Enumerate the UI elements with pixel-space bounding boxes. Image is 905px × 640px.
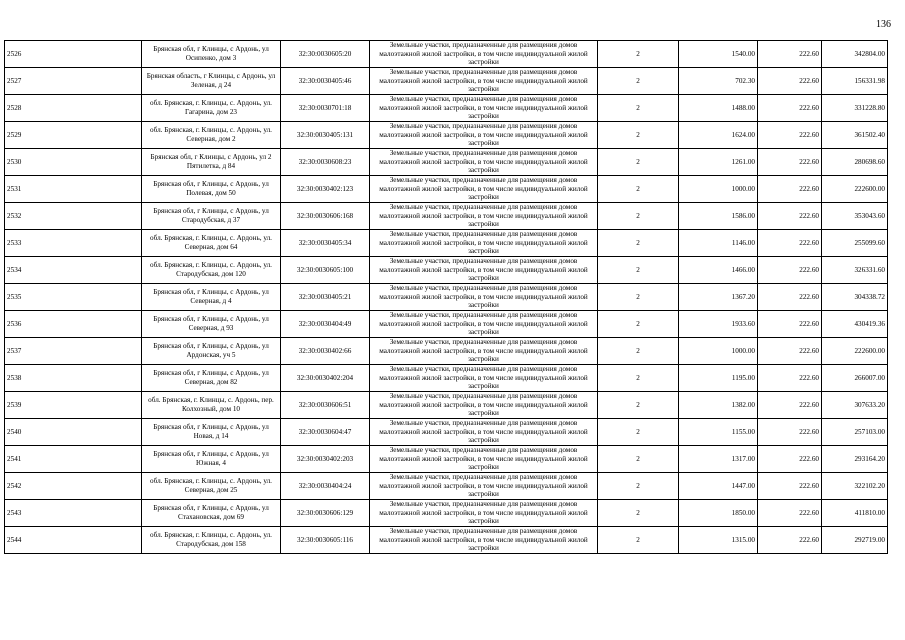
cadastral-value-cell: 222600.00 — [822, 176, 888, 203]
address-cell: Брянская обл, г Клинцы, с Ардонь, ул Стахановская, дом 69 — [142, 500, 281, 527]
cadastral-number-cell: 32:30:0030404:49 — [281, 311, 370, 338]
group-cell: 2 — [598, 338, 679, 365]
cadastral-number-cell: 32:30:0030605:100 — [281, 257, 370, 284]
cadastral-number-cell: 32:30:0030405:34 — [281, 230, 370, 257]
cadastral-value-cell: 331228.80 — [822, 95, 888, 122]
cadastral-value-cell: 307633.20 — [822, 392, 888, 419]
specific-value-cell: 222.60 — [758, 122, 822, 149]
cadastral-value-cell: 156331.98 — [822, 68, 888, 95]
table-row — [5, 338, 888, 365]
specific-value-cell: 222.60 — [758, 392, 822, 419]
address-cell: Брянская область, г Клинцы, с Ардонь, ул Зеленая, д 24 — [142, 68, 281, 95]
land-use-cell: Земельные участки, предназначенные для размещения домов малоэтажной жилой застройки, в том числе индивидуальной жилой застройки — [370, 419, 598, 446]
area-cell: 702.30 — [679, 68, 758, 95]
group-cell: 2 — [598, 203, 679, 230]
cadastral-number-cell: 32:30:0030405:21 — [281, 284, 370, 311]
group-cell: 2 — [598, 230, 679, 257]
land-use-cell: Земельные участки, предназначенные для размещения домов малоэтажной жилой застройки, в том числе индивидуальной жилой застройки — [370, 311, 598, 338]
group-cell: 2 — [598, 473, 679, 500]
group-cell: 2 — [598, 176, 679, 203]
area-cell: 1624.00 — [679, 122, 758, 149]
row-number-cell: 2528 — [5, 95, 142, 122]
group-cell: 2 — [598, 446, 679, 473]
address-cell: обл. Брянская, г. Клинцы, с. Ардонь, ул. Северная, дом 2 — [142, 122, 281, 149]
cadastral-value-cell: 361502.40 — [822, 122, 888, 149]
table-row — [5, 68, 888, 95]
group-cell: 2 — [598, 311, 679, 338]
cadastral-value-cell: 322102.20 — [822, 473, 888, 500]
specific-value-cell: 222.60 — [758, 365, 822, 392]
land-use-cell: Земельные участки, предназначенные для размещения домов малоэтажной жилой застройки, в том числе индивидуальной жилой застройки — [370, 68, 598, 95]
area-cell: 1367.20 — [679, 284, 758, 311]
specific-value-cell: 222.60 — [758, 338, 822, 365]
land-use-cell: Земельные участки, предназначенные для размещения домов малоэтажной жилой застройки, в том числе индивидуальной жилой застройки — [370, 527, 598, 554]
land-use-cell: Земельные участки, предназначенные для размещения домов малоэтажной жилой застройки, в том числе индивидуальной жилой застройки — [370, 203, 598, 230]
area-cell: 1000.00 — [679, 176, 758, 203]
group-cell: 2 — [598, 95, 679, 122]
group-cell: 2 — [598, 365, 679, 392]
area-cell: 1000.00 — [679, 338, 758, 365]
specific-value-cell: 222.60 — [758, 203, 822, 230]
land-registry-table — [4, 40, 888, 554]
specific-value-cell: 222.60 — [758, 257, 822, 284]
address-cell: Брянская обл, г Клинцы, с Ардонь, ул Северная, д 93 — [142, 311, 281, 338]
cadastral-number-cell: 32:30:0030605:20 — [281, 41, 370, 68]
cadastral-number-cell: 32:30:0030606:168 — [281, 203, 370, 230]
specific-value-cell: 222.60 — [758, 311, 822, 338]
table-row — [5, 419, 888, 446]
specific-value-cell: 222.60 — [758, 68, 822, 95]
row-number-cell: 2531 — [5, 176, 142, 203]
land-use-cell: Земельные участки, предназначенные для размещения домов малоэтажной жилой застройки, в том числе индивидуальной жилой застройки — [370, 257, 598, 284]
cadastral-value-cell: 280698.60 — [822, 149, 888, 176]
group-cell: 2 — [598, 392, 679, 419]
table-row — [5, 203, 888, 230]
table-row — [5, 95, 888, 122]
cadastral-value-cell: 430419.36 — [822, 311, 888, 338]
specific-value-cell: 222.60 — [758, 41, 822, 68]
land-use-cell: Земельные участки, предназначенные для размещения домов малоэтажной жилой застройки, в том числе индивидуальной жилой застройки — [370, 365, 598, 392]
table-row — [5, 500, 888, 527]
group-cell: 2 — [598, 284, 679, 311]
row-number-cell: 2537 — [5, 338, 142, 365]
row-number-cell: 2533 — [5, 230, 142, 257]
cadastral-number-cell: 32:30:0030605:116 — [281, 527, 370, 554]
table-row — [5, 257, 888, 284]
land-use-cell: Земельные участки, предназначенные для размещения домов малоэтажной жилой застройки, в том числе индивидуальной жилой застройки — [370, 41, 598, 68]
area-cell: 1933.60 — [679, 311, 758, 338]
group-cell: 2 — [598, 41, 679, 68]
land-use-cell: Земельные участки, предназначенные для размещения домов малоэтажной жилой застройки, в том числе индивидуальной жилой застройки — [370, 473, 598, 500]
row-number-cell: 2542 — [5, 473, 142, 500]
page-number: 136 — [876, 19, 891, 30]
table-row — [5, 473, 888, 500]
specific-value-cell: 222.60 — [758, 284, 822, 311]
land-use-cell: Земельные участки, предназначенные для размещения домов малоэтажной жилой застройки, в том числе индивидуальной жилой застройки — [370, 500, 598, 527]
cadastral-value-cell: 304338.72 — [822, 284, 888, 311]
address-cell: Брянская обл, г Клинцы, с Ардонь, ул Новая, д 14 — [142, 419, 281, 446]
area-cell: 1146.00 — [679, 230, 758, 257]
area-cell: 1488.00 — [679, 95, 758, 122]
table-row — [5, 392, 888, 419]
area-cell: 1317.00 — [679, 446, 758, 473]
row-number-cell: 2544 — [5, 527, 142, 554]
table-row — [5, 41, 888, 68]
address-cell: Брянская обл, г Клинцы, с Ардонь, ул Ардонская, уч 5 — [142, 338, 281, 365]
group-cell: 2 — [598, 500, 679, 527]
area-cell: 1466.00 — [679, 257, 758, 284]
specific-value-cell: 222.60 — [758, 500, 822, 527]
address-cell: Брянская обл, г Клинцы, с Ардонь, ул Осипенко, дом 3 — [142, 41, 281, 68]
cadastral-number-cell: 32:30:0030402:66 — [281, 338, 370, 365]
group-cell: 2 — [598, 257, 679, 284]
cadastral-value-cell: 411810.00 — [822, 500, 888, 527]
cadastral-number-cell: 32:30:0030405:46 — [281, 68, 370, 95]
land-use-cell: Земельные участки, предназначенные для размещения домов малоэтажной жилой застройки, в том числе индивидуальной жилой застройки — [370, 95, 598, 122]
area-cell: 1447.00 — [679, 473, 758, 500]
land-use-cell: Земельные участки, предназначенные для размещения домов малоэтажной жилой застройки, в том числе индивидуальной жилой застройки — [370, 176, 598, 203]
cadastral-value-cell: 255099.60 — [822, 230, 888, 257]
land-use-cell: Земельные участки, предназначенные для размещения домов малоэтажной жилой застройки, в том числе индивидуальной жилой застройки — [370, 230, 598, 257]
group-cell: 2 — [598, 419, 679, 446]
area-cell: 1540.00 — [679, 41, 758, 68]
row-number-cell: 2540 — [5, 419, 142, 446]
row-number-cell: 2536 — [5, 311, 142, 338]
table-row — [5, 365, 888, 392]
address-cell: Брянская обл, г Клинцы, с Ардонь, ул 2 Пятилетка, д 84 — [142, 149, 281, 176]
specific-value-cell: 222.60 — [758, 176, 822, 203]
cadastral-number-cell: 32:30:0030402:204 — [281, 365, 370, 392]
group-cell: 2 — [598, 68, 679, 95]
address-cell: Брянская обл, г Клинцы, с Ардонь, ул Южная, 4 — [142, 446, 281, 473]
specific-value-cell: 222.60 — [758, 230, 822, 257]
row-number-cell: 2527 — [5, 68, 142, 95]
address-cell: обл. Брянская, г. Клинцы, с. Ардонь, ул. Северная, дом 64 — [142, 230, 281, 257]
table-body — [5, 41, 888, 554]
cadastral-value-cell: 342804.00 — [822, 41, 888, 68]
cadastral-value-cell: 222600.00 — [822, 338, 888, 365]
land-use-cell: Земельные участки, предназначенные для размещения домов малоэтажной жилой застройки, в том числе индивидуальной жилой застройки — [370, 284, 598, 311]
area-cell: 1261.00 — [679, 149, 758, 176]
group-cell: 2 — [598, 149, 679, 176]
table-row — [5, 311, 888, 338]
table-row — [5, 176, 888, 203]
cadastral-number-cell: 32:30:0030606:129 — [281, 500, 370, 527]
address-cell: обл. Брянская, г. Клинцы, с. Ардонь, ул. Стародубская, дом 120 — [142, 257, 281, 284]
area-cell: 1850.00 — [679, 500, 758, 527]
cadastral-number-cell: 32:30:0030606:51 — [281, 392, 370, 419]
cadastral-number-cell: 32:30:0030402:203 — [281, 446, 370, 473]
row-number-cell: 2535 — [5, 284, 142, 311]
cadastral-value-cell: 257103.00 — [822, 419, 888, 446]
area-cell: 1382.00 — [679, 392, 758, 419]
specific-value-cell: 222.60 — [758, 473, 822, 500]
land-use-cell: Земельные участки, предназначенные для размещения домов малоэтажной жилой застройки, в том числе индивидуальной жилой застройки — [370, 392, 598, 419]
specific-value-cell: 222.60 — [758, 527, 822, 554]
address-cell: обл. Брянская, г. Клинцы, с. Ардонь, ул. Стародубская, дом 158 — [142, 527, 281, 554]
table-row — [5, 149, 888, 176]
area-cell: 1155.00 — [679, 419, 758, 446]
address-cell: Брянская обл, г Клинцы, с Ардонь, ул Полевая, дом 50 — [142, 176, 281, 203]
land-use-cell: Земельные участки, предназначенные для размещения домов малоэтажной жилой застройки, в том числе индивидуальной жилой застройки — [370, 122, 598, 149]
specific-value-cell: 222.60 — [758, 149, 822, 176]
area-cell: 1195.00 — [679, 365, 758, 392]
address-cell: обл. Брянская, г. Клинцы, с. Ардонь, пер. Колхозный, дом 10 — [142, 392, 281, 419]
cadastral-number-cell: 32:30:0030402:123 — [281, 176, 370, 203]
row-number-cell: 2538 — [5, 365, 142, 392]
specific-value-cell: 222.60 — [758, 446, 822, 473]
table-row — [5, 527, 888, 554]
table-row — [5, 446, 888, 473]
cadastral-value-cell: 353043.60 — [822, 203, 888, 230]
cadastral-number-cell: 32:30:0030604:47 — [281, 419, 370, 446]
group-cell: 2 — [598, 527, 679, 554]
specific-value-cell: 222.60 — [758, 95, 822, 122]
address-cell: обл. Брянская, г. Клинцы, с. Ардонь, ул. Гагарина, дом 23 — [142, 95, 281, 122]
group-cell: 2 — [598, 122, 679, 149]
land-use-cell: Земельные участки, предназначенные для размещения домов малоэтажной жилой застройки, в том числе индивидуальной жилой застройки — [370, 149, 598, 176]
land-use-cell: Земельные участки, предназначенные для размещения домов малоэтажной жилой застройки, в том числе индивидуальной жилой застройки — [370, 446, 598, 473]
cadastral-value-cell: 326331.60 — [822, 257, 888, 284]
area-cell: 1315.00 — [679, 527, 758, 554]
cadastral-value-cell: 292719.00 — [822, 527, 888, 554]
specific-value-cell: 222.60 — [758, 419, 822, 446]
row-number-cell: 2543 — [5, 500, 142, 527]
cadastral-number-cell: 32:30:0030405:131 — [281, 122, 370, 149]
address-cell: обл. Брянская, г. Клинцы, с. Ардонь, ул. Северная, дом 25 — [142, 473, 281, 500]
cadastral-number-cell: 32:30:0030608:23 — [281, 149, 370, 176]
table-row — [5, 284, 888, 311]
cadastral-number-cell: 32:30:0030404:24 — [281, 473, 370, 500]
cadastral-value-cell: 266007.00 — [822, 365, 888, 392]
address-cell: Брянская обл, г Клинцы, с Ардонь, ул Северная, дом 82 — [142, 365, 281, 392]
table-row — [5, 122, 888, 149]
area-cell: 1586.00 — [679, 203, 758, 230]
table-row — [5, 230, 888, 257]
row-number-cell: 2532 — [5, 203, 142, 230]
row-number-cell: 2534 — [5, 257, 142, 284]
land-use-cell: Земельные участки, предназначенные для размещения домов малоэтажной жилой застройки, в том числе индивидуальной жилой застройки — [370, 338, 598, 365]
address-cell: Брянская обл, г Клинцы, с Ардонь, ул Северная, д 4 — [142, 284, 281, 311]
cadastral-number-cell: 32:30:0030701:18 — [281, 95, 370, 122]
address-cell: Брянская обл, г Клинцы, с Ардонь, ул Стародубская, д 37 — [142, 203, 281, 230]
row-number-cell: 2529 — [5, 122, 142, 149]
row-number-cell: 2541 — [5, 446, 142, 473]
row-number-cell: 2526 — [5, 41, 142, 68]
row-number-cell: 2539 — [5, 392, 142, 419]
row-number-cell: 2530 — [5, 149, 142, 176]
cadastral-value-cell: 293164.20 — [822, 446, 888, 473]
